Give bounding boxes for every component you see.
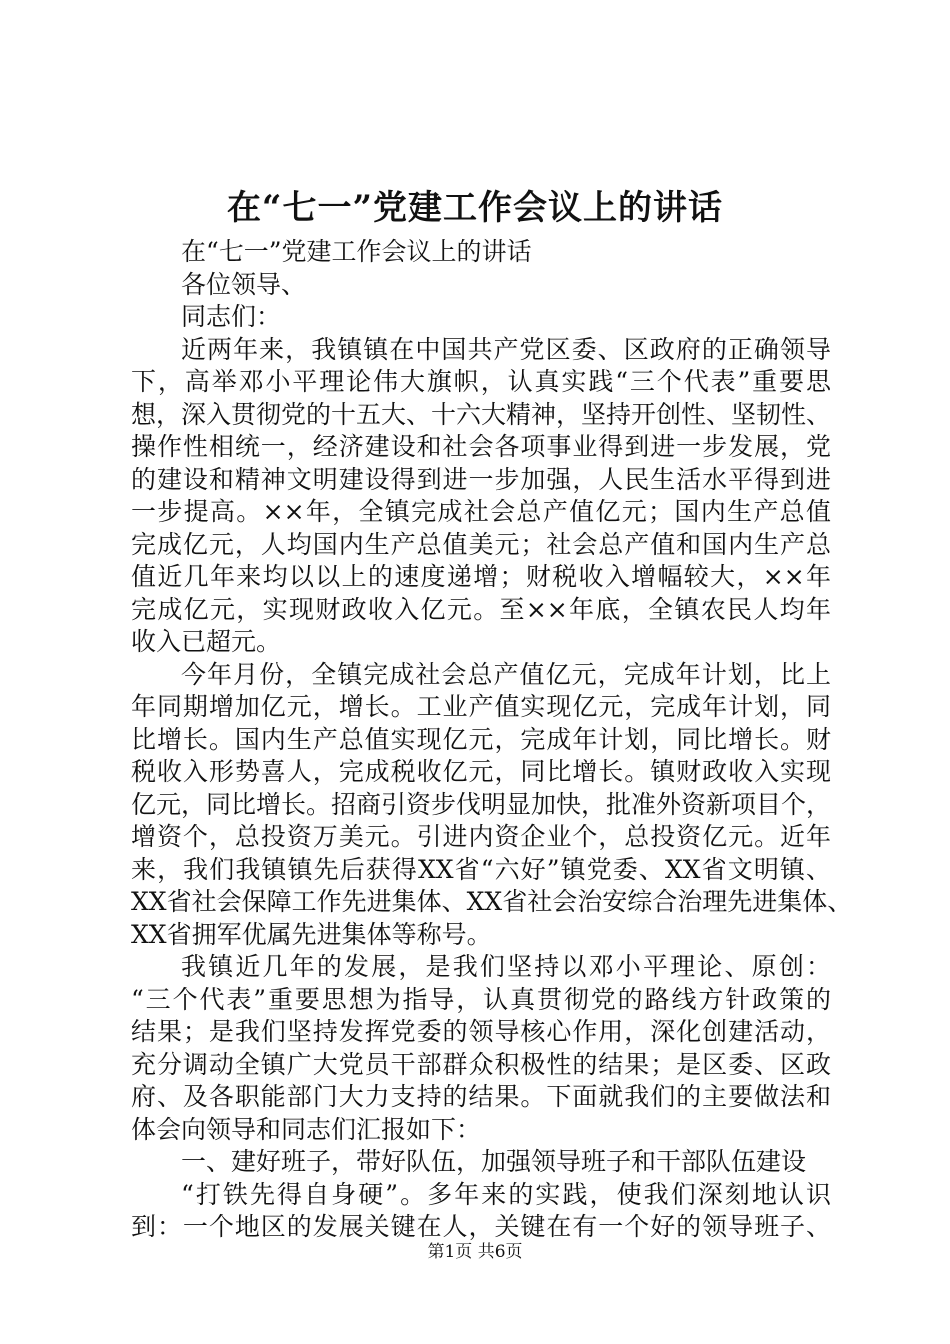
- text-line: XX省社会保障工作先进集体、XX省社会治安综合治理先进集体、: [131, 887, 853, 916]
- text-line: 到：一个地区的发展关键在人，关键在有一个好的领导班子、: [131, 1212, 831, 1241]
- text-line: “打铁先得自身硬”。多年来的实践，使我们深刻地认识: [181, 1179, 831, 1209]
- text-line: 来，我们我镇镇先后获得XX省“六好”镇党委、XX省文明镇、: [131, 854, 831, 884]
- text-line: 结果；是我们坚持发挥党委的领导核心作用，深化创建活动，: [131, 1017, 831, 1046]
- text-line: 今年月份，全镇完成社会总产值亿元，完成年计划，比上: [181, 659, 831, 689]
- text-line: 的建设和精神文明建设得到进一步加强，人民生活水平得到进: [131, 464, 831, 494]
- text-line: 体会向领导和同志们汇报如下：: [131, 1114, 482, 1144]
- document-title: 在“七一”党建工作会议上的讲话: [226, 188, 724, 228]
- text-line: 我镇近几年的发展，是我们坚持以邓小平理论、原创：: [181, 952, 831, 981]
- text-line: 近两年来，我镇镇在中国共产党区委、区政府的正确领导: [181, 334, 831, 364]
- text-line: 亿元，同比增长。招商引资步伐明显加快，批准外资新项目个，: [131, 789, 832, 819]
- text-line: 完成亿元，实现财政收入亿元。至××年底，全镇农民人均年: [131, 594, 831, 624]
- text-line: 税收入形势喜人，完成税收亿元，同比增长。镇财政收入实现: [131, 757, 831, 786]
- document-body: [131, 236, 853, 1244]
- text-line: 同志们：: [181, 302, 282, 331]
- text-line: 操作性相统一，经济建设和社会各项事业得到进一步发展，党: [131, 432, 831, 461]
- text-line: 下，高举邓小平理论伟大旗帜，认真实践“三个代表”重要思: [131, 367, 831, 396]
- text-line: 在“七一”党建工作会议上的讲话: [181, 237, 532, 266]
- text-line: 想，深入贯彻党的十五大、十六大精神，坚持开创性、坚韧性、: [131, 399, 832, 429]
- text-line: 增资个，总投资万美元。引进内资企业个，总投资亿元。近年: [131, 822, 831, 851]
- text-line: 值近几年来均以以上的速度递增；财税收入增幅较大，××年: [131, 562, 831, 591]
- text-line: 各位领导、: [181, 269, 307, 299]
- text-line: 完成亿元，人均国内生产总值美元；社会总产值和国内生产总: [131, 529, 831, 559]
- text-line: 比增长。国内生产总值实现亿元，完成年计划，同比增长。财: [131, 724, 831, 754]
- text-line: “三个代表”重要思想为指导，认真贯彻党的路线方针政策的: [131, 984, 831, 1014]
- text-line: 年同期增加亿元，增长。工业产值实现亿元，完成年计划，同: [131, 692, 831, 721]
- text-line: XX省拥军优属先进集体等称号。: [131, 919, 492, 949]
- text-line: 收入已超元。: [131, 627, 282, 656]
- text-line: 府、及各职能部门大力支持的结果。下面就我们的主要做法和: [131, 1082, 831, 1111]
- page-footer: 第1页 共6页: [427, 1242, 523, 1262]
- text-line: 充分调动全镇广大党员干部群众积极性的结果；是区委、区政: [131, 1049, 831, 1079]
- text-line: 一步提高。××年，全镇完成社会总产值亿元；国内生产总值: [131, 497, 831, 526]
- section-heading: 一、建好班子，带好队伍，加强领导班子和干部队伍建设: [181, 1147, 807, 1176]
